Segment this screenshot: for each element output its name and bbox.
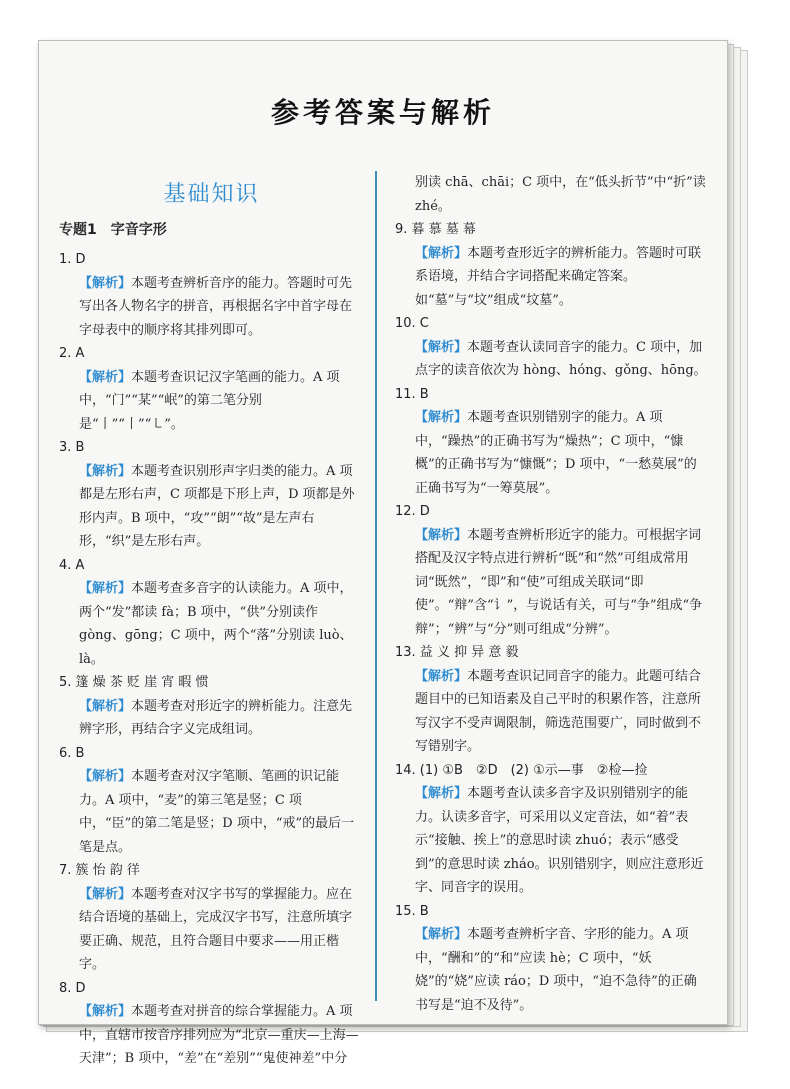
answer-number: 6. B xyxy=(59,745,85,761)
analysis-label: 【解析】 xyxy=(79,698,132,714)
analysis-label: 【解析】 xyxy=(79,581,132,596)
answer-number: 1. D xyxy=(59,252,86,267)
answer-item xyxy=(59,248,364,342)
explanation-text: 本题考查辨析音序的能力。答题时可先写出各人物名字的拼音，再根据名字中首字母在字母表中的顺序将其排列即可。 xyxy=(79,275,353,338)
explanation-text: 本题考查认读同音字的能力。C 项中，加点字的读音依次为 hòng、hóng、gǒng、hōng。 xyxy=(415,339,707,378)
answer-page xyxy=(38,40,728,1066)
explanation xyxy=(79,366,364,437)
analysis-label: 【解析】 xyxy=(79,275,132,291)
analysis-label: 【解析】 xyxy=(79,463,132,479)
explanation-text: 本题考查认读多音字及识别错别字的能力。认读多音字，可采用以义定音法，如“着”表示“接触、挨上”的意思时读 zhuó；表示“感受到”的意思时读 zháo。识别错别字，则应注意形近字、同音字的误用。 xyxy=(415,786,704,895)
analysis-label: 【解析】 xyxy=(79,886,132,902)
explanation-text: 本题考查对拼音的综合掌握能力。A 项中，直辖市按音序排列应为“北京—重庆—上海—天津”；B 项中，“差”在“差别”“鬼使神差”中分 xyxy=(79,1004,359,1066)
analysis-label: 【解析】 xyxy=(415,527,468,543)
explanation xyxy=(415,782,707,900)
answer-item xyxy=(59,436,364,554)
explanation xyxy=(415,524,707,642)
answer-item xyxy=(395,500,707,641)
explanation-text: 本题考查对汉字书写的掌握能力。应在结合语境的基础上，完成汉字书写，注意所填字要正确、规范，且符合题目中要求——用正楷字。 xyxy=(79,886,353,972)
analysis-label: 【解析】 xyxy=(415,927,468,942)
explanation xyxy=(415,171,707,218)
answer-number: 13. 益 义 抑 异 意 毅 xyxy=(395,645,519,660)
answer-item xyxy=(395,641,707,759)
answer-item xyxy=(59,742,364,860)
answer-item xyxy=(395,218,707,312)
explanation-text: 本题考查识别形声字归类的能力。A 项都是左形右声，C 项都是下形上声，D 项都是外形内声。B 项中，“攻”“朗”“故”是左声右形，“织”是左形右声。 xyxy=(79,463,355,549)
explanation xyxy=(79,695,364,742)
left-column xyxy=(59,171,364,1071)
explanation-text: 本题考查识记汉字笔画的能力。A 项中，“门”“某”“岷”的第二笔分别是“丨”“丨”“㇄”。 xyxy=(79,369,340,432)
page-title: 参考答案与解析 xyxy=(270,96,495,129)
explanation xyxy=(415,923,707,1017)
explanation-text: 本题考查对形近字的辨析能力。注意先辨字形，再结合字义完成组词。 xyxy=(79,698,353,737)
right-column xyxy=(395,171,707,1017)
explanation xyxy=(415,336,707,383)
topic-heading: 专题1 字音字形 xyxy=(59,221,167,238)
explanation-text: 本题考查识别错别字的能力。A 项中，“躁热”的正确书写为“燥热”；C 项中，“慷概”的正确书写为“慷慨”；D 项中，“一愁莫展”的正确书写为“一筹莫展”。 xyxy=(415,410,697,496)
answer-number: 11. B xyxy=(395,386,429,402)
answer-number: 10. C xyxy=(395,316,429,331)
answer-item xyxy=(59,859,364,977)
column-divider xyxy=(375,171,377,1001)
answer-item xyxy=(395,383,707,501)
section-title: 基础知识 xyxy=(163,182,260,207)
answer-item xyxy=(59,342,364,436)
answer-number: 3. B xyxy=(59,440,85,455)
answer-number: 15. B xyxy=(395,903,429,919)
answer-number: 4. A xyxy=(59,557,85,573)
analysis-label: 【解析】 xyxy=(79,769,132,784)
explanation xyxy=(79,460,364,554)
answer-number: 8. D xyxy=(59,980,86,996)
answer-item xyxy=(395,312,707,383)
analysis-label: 【解析】 xyxy=(415,339,468,355)
answer-number: 7. 簇 怡 韵 徉 xyxy=(59,863,140,878)
explanation-text: 本题考查形近字的辨析能力。答题时可联系语境，并结合字词搭配来确定答案。如“墓”与“坟”组成“坟墓”。 xyxy=(415,245,702,308)
answer-number: 9. 暮 慕 墓 幕 xyxy=(395,222,476,237)
analysis-label: 【解析】 xyxy=(79,1004,132,1019)
explanation xyxy=(415,665,707,759)
analysis-label: 【解析】 xyxy=(415,668,468,684)
explanation xyxy=(79,272,364,343)
answer-item xyxy=(395,900,707,1018)
answer-number: 12. D xyxy=(395,504,430,519)
answer-item xyxy=(395,171,707,218)
answer-list-left xyxy=(59,248,364,1071)
answer-number: 2. A xyxy=(59,346,85,361)
explanation-text: 本题考查多音字的认读能力。A 项中，两个“发”都读 fà；B 项中，“供”分别读作 gòng、gōng；C 项中，两个“落”分别读 luò、là。 xyxy=(79,581,353,667)
answer-number: 5. 篷 燥 茶 贬 崖 宵 暇 惯 xyxy=(59,675,209,690)
answer-item xyxy=(59,977,364,1071)
explanation-text: 本题考查辨析字音、字形的能力。A 项中，“酬和”的“和”应读 hè；C 项中，“妖娆”的“娆”应读 ráo；D 项中，“迫不急待”的正确书写是“迫不及待”。 xyxy=(415,927,697,1013)
answer-item xyxy=(395,759,707,900)
analysis-label: 【解析】 xyxy=(415,786,468,801)
explanation xyxy=(415,242,707,313)
answer-number: 14. (1) ①B ②D (2) ①示—事 ②检—捡 xyxy=(395,762,648,778)
explanation xyxy=(415,406,707,500)
explanation-text: 本题考查对汉字笔顺、笔画的识记能力。A 项中，“麦”的第三笔是竖；C 项中，“臣”的第二笔是竖；D 项中，“戒”的最后一笔是点。 xyxy=(79,769,355,855)
analysis-label: 【解析】 xyxy=(415,410,468,425)
explanation-text: 本题考查辨析形近字的能力。可根据字词搭配及汉字特点进行辨析“既”和“然”可组成常用词“既然”，“即”和“使”可组成关联词“即使”。“辩”含“讠”，与说话有关，可与“争”组成“争辩”；“辨”与“分”则可组成“分辨”。 xyxy=(415,527,703,637)
answer-item xyxy=(59,554,364,672)
analysis-label: 【解析】 xyxy=(415,245,468,261)
explanation xyxy=(79,1000,364,1071)
explanation-text: 本题考查识记同音字的能力。此题可结合题目中的已知语素及自己平时的积累作答，注意所写汉字不受声调限制，筛选范围要广，同时做到不写错别字。 xyxy=(415,668,702,754)
answer-item xyxy=(59,671,364,742)
answer-list-right xyxy=(395,171,707,1017)
analysis-label: 【解析】 xyxy=(79,369,132,385)
explanation xyxy=(79,765,364,859)
explanation xyxy=(79,577,364,671)
explanation xyxy=(79,883,364,977)
explanation-text: 别读 chā、chāi；C 项中，在“低头折节”中“折”读 zhé。 xyxy=(415,175,706,214)
